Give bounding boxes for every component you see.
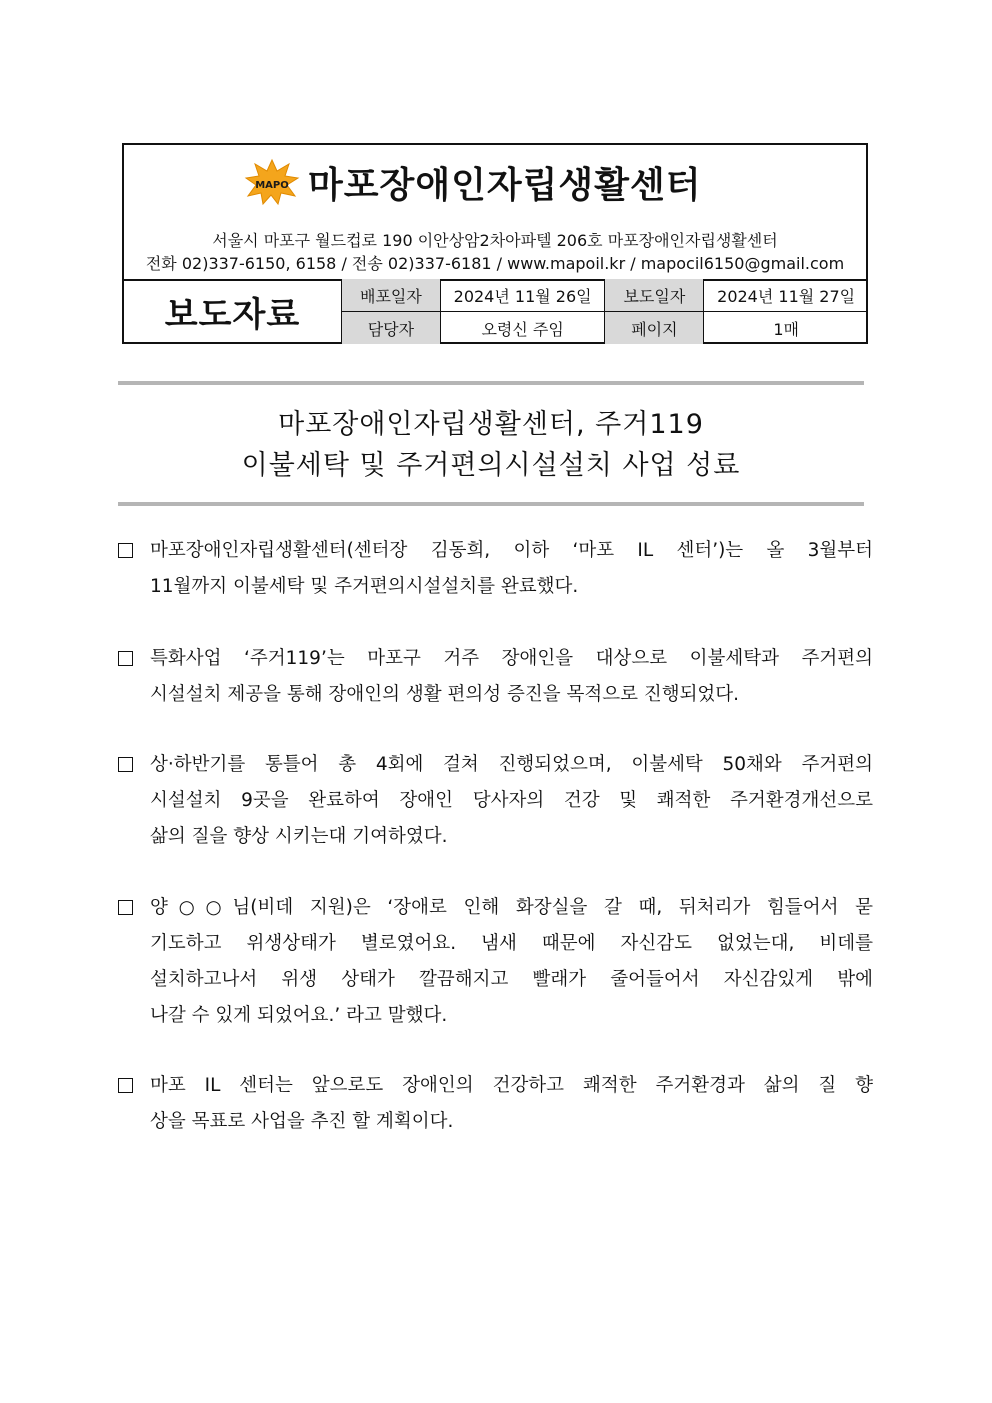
headline-line-1: 마포장애인자립생활센터, 주거119 [278,409,704,440]
paragraph-line: 상을 목표로 사업을 추진 할 계획이다. [150,1111,454,1132]
body-paragraph-1 [118,533,873,605]
checkbox-bullet-icon [118,1078,133,1093]
headline-line-2: 이불세탁 및 주거편의시설설치 사업 성료 [241,450,741,481]
paragraph-line: 마포장애인자립생활센터(센터장 김동희, 이하 ‘마포 IL 센터’)는 올 3월부터 [150,540,873,561]
manager-value: 오령신 주임 [440,312,605,345]
body-paragraph-5 [118,1068,873,1140]
body-paragraph-2 [118,641,873,713]
paragraph-line: 설치하고나서 위생 상태가 깔끔해지고 빨래가 줄어들어서 자신감있게 밖에 [150,969,873,990]
paragraph-line: 기도하고 위생상태가 별로였어요. 냄새 때문에 자신감도 없었는대, 비데를 [150,933,873,954]
body-paragraph-4 [118,890,873,1034]
address-line: 서울시 마포구 월드컵로 190 이안상암2차아파텔 206호 마포장애인자립생활센터 [212,231,778,250]
title-divider-top [118,381,864,385]
checkbox-bullet-icon [118,651,133,666]
press-release-header [122,143,868,344]
title-divider-bottom [118,502,864,506]
paragraph-line: 상·하반기를 통틀어 총 4회에 걸쳐 진행되었으며, 이불세탁 50채와 주거편의 [150,754,873,775]
paragraph-line: 나갈 수 있게 되었어요.’ 라고 말했다. [150,1005,448,1026]
paragraph-line: 시설설치 제공을 통해 장애인의 생활 편의성 증진을 목적으로 진행되었다. [150,684,740,705]
press-release-label: 보도자료 [124,279,343,344]
dist-date-value: 2024년 11월 26일 [440,279,605,312]
paragraph-line: 마포 IL 센터는 앞으로도 장애인의 건강하고 쾌적한 주거환경과 삶의 질 향 [150,1075,873,1096]
manager-label: 담당자 [342,312,441,345]
release-meta-table [341,279,868,344]
organization-name: 마포장애인자립생활센터 [308,164,702,206]
checkbox-bullet-icon [118,543,133,558]
dist-date-label: 배포일자 [342,279,441,312]
organization-logo [244,157,702,207]
logo-text: MAPO [255,180,289,191]
page-count-label: 페이지 [605,312,704,345]
body-paragraph-3 [118,747,873,855]
page-count-value: 1매 [704,312,868,345]
contact-line: 전화 02)337-6150, 6158 / 전송 02)337-6181 / www.mapoil.kr / mapocil6150@gmail.com [145,254,845,273]
paragraph-line: 특화사업 ‘주거119’는 마포구 거주 장애인을 대상으로 이불세탁과 주거편의 [150,648,873,669]
report-date-label: 보도일자 [605,279,704,312]
paragraph-line: 삶의 질을 향상 시키는대 기여하였다. [150,826,448,847]
paragraph-line: 11월까지 이불세탁 및 주거편의시설설치를 완료했다. [150,576,579,597]
paragraph-line: 시설설치 9곳을 완료하여 장애인 당사자의 건강 및 쾌적한 주거환경개선으로 [150,790,873,811]
release-info-grid [124,279,866,344]
checkbox-bullet-icon [118,757,133,772]
organization-banner [124,145,866,281]
paragraph-line: 양○○님(비데 지원)은 ‘장애로 인해 화장실을 갈 때, 뒤처리가 힘들어서 묻 [150,897,873,918]
checkbox-bullet-icon [118,900,133,915]
report-date-value: 2024년 11월 27일 [704,279,868,312]
mapo-logo-icon [244,158,300,206]
